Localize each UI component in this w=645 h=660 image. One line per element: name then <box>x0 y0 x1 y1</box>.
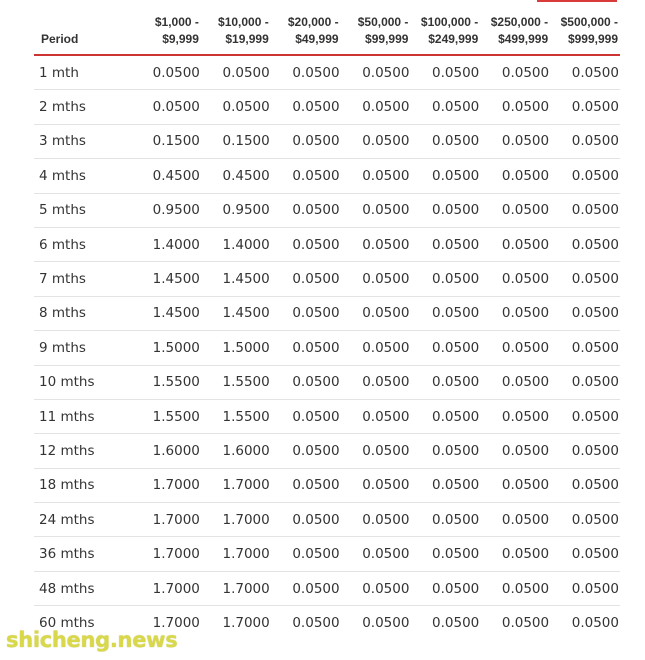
period-cell: 2 mths <box>34 90 131 124</box>
rate-cell: 0.0500 <box>341 468 411 502</box>
rate-cell: 0.0500 <box>292 614 340 631</box>
rate-cell: 0.0500 <box>271 503 341 537</box>
rate-cell: 0.0500 <box>550 468 620 502</box>
rate-cell: 0.0500 <box>480 227 550 261</box>
rate-cell: 0.0500 <box>410 296 480 330</box>
rate-cell: 0.0500 <box>410 124 480 158</box>
rate-cell: 0.0500 <box>480 399 550 433</box>
rate-cell: 1.7000 <box>201 503 271 537</box>
rate-cell: 0.0500 <box>271 193 341 227</box>
rate-cell: 0.0500 <box>131 55 201 90</box>
rate-cell: 0.0500 <box>480 331 550 365</box>
rate-cell: 0.0500 <box>410 468 480 502</box>
rate-cell: 0.0500 <box>201 90 271 124</box>
rates-table <box>34 0 620 640</box>
rate-cell: 1.6000 <box>201 434 271 468</box>
rate-cell: 1.6000 <box>131 434 201 468</box>
rate-cell: 0.0500 <box>271 296 341 330</box>
rate-cell: 1.7000 <box>201 537 271 571</box>
rate-cell: 1.5500 <box>131 399 201 433</box>
rate-cell: 0.0500 <box>271 262 341 296</box>
rate-cell: 0.0500 <box>341 571 411 605</box>
table-row <box>34 296 620 330</box>
table-row <box>34 571 620 605</box>
period-cell: 24 mths <box>34 503 131 537</box>
rate-cell: 0.0500 <box>480 193 550 227</box>
rate-cell: 1.7000 <box>131 537 201 571</box>
rate-cell: 1.5000 <box>201 331 271 365</box>
rate-cell: 0.0500 <box>432 614 480 631</box>
rate-cell: 1.4000 <box>131 227 201 261</box>
rate-cell: 0.0500 <box>341 262 411 296</box>
period-cell: 48 mths <box>34 571 131 605</box>
rate-cell: 0.0500 <box>271 537 341 571</box>
rate-cell: 0.0500 <box>480 159 550 193</box>
table-row <box>34 159 620 193</box>
rate-cell: 0.0500 <box>480 296 550 330</box>
column-header: $500,000 - $999,999 <box>550 0 620 55</box>
rate-cell: 0.0500 <box>410 159 480 193</box>
column-header: $20,000 - $49,999 <box>271 0 341 55</box>
period-cell: 5 mths <box>34 193 131 227</box>
period-cell: 12 mths <box>34 434 131 468</box>
watermark-logo: shicheng.news <box>6 628 178 652</box>
rate-cell: 0.0500 <box>271 159 341 193</box>
table-body <box>34 55 620 640</box>
rate-cell: 0.0500 <box>410 537 480 571</box>
rate-cell: 0.0500 <box>480 503 550 537</box>
period-cell: 9 mths <box>34 331 131 365</box>
column-header: $10,000 - $19,999 <box>201 0 271 55</box>
period-cell: 36 mths <box>34 537 131 571</box>
rate-cell: 1.4500 <box>201 296 271 330</box>
rate-cell: 0.0500 <box>271 331 341 365</box>
rate-cell: 1.4500 <box>131 262 201 296</box>
table-header-row <box>34 0 620 55</box>
rate-cell: 0.0500 <box>271 124 341 158</box>
table-row <box>34 193 620 227</box>
rate-cell: 0.0500 <box>550 503 620 537</box>
rate-cell: 0.0500 <box>480 537 550 571</box>
rate-cell: 0.0500 <box>550 227 620 261</box>
rate-cell: 0.0500 <box>480 262 550 296</box>
rate-cell: 0.0500 <box>550 262 620 296</box>
rate-cell: 0.0500 <box>341 55 411 90</box>
period-cell: 8 mths <box>34 296 131 330</box>
table-row <box>34 124 620 158</box>
rate-cell: 1.7000 <box>131 503 201 537</box>
column-header: $250,000 - $499,999 <box>480 0 550 55</box>
rate-cell: 1.7000 <box>131 571 201 605</box>
rate-cell: 0.0500 <box>271 55 341 90</box>
rate-cell: 0.0500 <box>480 365 550 399</box>
rate-cell: 0.0500 <box>341 537 411 571</box>
table-row <box>34 468 620 502</box>
rate-cell: 0.0500 <box>341 331 411 365</box>
rate-cell: 0.0500 <box>480 468 550 502</box>
column-header: $100,000 - $249,999 <box>410 0 480 55</box>
rate-cell: 0.4500 <box>131 159 201 193</box>
rate-cell: 0.1500 <box>131 124 201 158</box>
rate-cell: 1.4500 <box>201 262 271 296</box>
rate-cell: 0.0500 <box>341 296 411 330</box>
rate-cell: 0.0500 <box>480 434 550 468</box>
rate-cell: 1.7000 <box>222 614 270 631</box>
rate-cell: 0.1500 <box>201 124 271 158</box>
period-cell: 60 mths <box>39 614 95 631</box>
table-row <box>34 90 620 124</box>
rate-cell: 0.0500 <box>410 571 480 605</box>
rate-cell: 0.0500 <box>410 331 480 365</box>
rate-cell: 0.4500 <box>201 159 271 193</box>
rate-cell: 0.0500 <box>341 399 411 433</box>
rate-cell: 0.0500 <box>341 124 411 158</box>
period-cell: 4 mths <box>34 159 131 193</box>
rate-cell: 0.0500 <box>341 193 411 227</box>
rate-cell: 0.0500 <box>410 434 480 468</box>
period-cell: 7 mths <box>34 262 131 296</box>
rate-cell: 0.0500 <box>550 571 620 605</box>
table-row <box>34 503 620 537</box>
period-cell: 3 mths <box>34 124 131 158</box>
rate-cell: 0.0500 <box>341 159 411 193</box>
rate-cell: 0.0500 <box>480 124 550 158</box>
rate-cell: 0.0500 <box>571 614 619 631</box>
rate-cell: 0.0500 <box>362 614 410 631</box>
rate-cell: 0.0500 <box>550 159 620 193</box>
rate-cell: 0.0500 <box>550 90 620 124</box>
rate-cell: 0.0500 <box>271 227 341 261</box>
rate-cell: 0.0500 <box>271 399 341 433</box>
rate-cell: 1.7000 <box>131 468 201 502</box>
rate-cell: 0.0500 <box>410 399 480 433</box>
rate-cell: 0.0500 <box>410 262 480 296</box>
period-column-header: Period <box>34 0 131 55</box>
rate-cell: 0.0500 <box>410 227 480 261</box>
rate-cell: 1.4000 <box>201 227 271 261</box>
rate-cell: 0.0500 <box>550 193 620 227</box>
rate-cell: 0.0500 <box>271 434 341 468</box>
rate-cell: 1.4500 <box>131 296 201 330</box>
table-row <box>34 227 620 261</box>
rate-cell: 0.0500 <box>410 365 480 399</box>
rate-cell: 0.0500 <box>271 90 341 124</box>
period-cell: 11 mths <box>34 399 131 433</box>
table-row <box>34 537 620 571</box>
rate-cell: 0.0500 <box>341 365 411 399</box>
rate-cell: 0.0500 <box>550 365 620 399</box>
period-cell: 18 mths <box>34 468 131 502</box>
rate-cell: 0.0500 <box>550 124 620 158</box>
rate-cell: 0.0500 <box>341 434 411 468</box>
rate-cell: 1.7000 <box>201 571 271 605</box>
rate-cell: 1.7000 <box>201 468 271 502</box>
table-row <box>34 262 620 296</box>
table-row <box>34 399 620 433</box>
rate-cell: 0.0500 <box>341 227 411 261</box>
table-row <box>34 434 620 468</box>
period-cell: 10 mths <box>34 365 131 399</box>
rate-cell: 0.0500 <box>480 90 550 124</box>
rate-cell: 0.0500 <box>410 193 480 227</box>
rate-cell: 0.0500 <box>271 571 341 605</box>
table-row <box>34 55 620 90</box>
rate-cell: 0.0500 <box>131 90 201 124</box>
rate-cell: 0.0500 <box>341 503 411 537</box>
rate-cell: 0.9500 <box>201 193 271 227</box>
rate-cell: 1.5500 <box>131 365 201 399</box>
rate-cell: 0.0500 <box>271 365 341 399</box>
period-cell: 1 mth <box>34 55 131 90</box>
column-header: $1,000 - $9,999 <box>131 0 201 55</box>
rate-cell: 0.0500 <box>550 537 620 571</box>
rate-cell: 0.0500 <box>271 468 341 502</box>
table-row <box>34 365 620 399</box>
rate-cell: 1.7000 <box>152 614 200 631</box>
rate-cell: 0.0500 <box>550 296 620 330</box>
rate-cell: 0.0500 <box>410 503 480 537</box>
rate-cell: 0.9500 <box>131 193 201 227</box>
rate-cell: 0.0500 <box>410 55 480 90</box>
column-header: $50,000 - $99,999 <box>341 0 411 55</box>
rate-cell: 0.0500 <box>550 399 620 433</box>
rate-cell: 0.0500 <box>410 90 480 124</box>
period-cell: 6 mths <box>34 227 131 261</box>
rate-cell: 1.5000 <box>131 331 201 365</box>
rate-cell: 1.5500 <box>201 365 271 399</box>
rate-cell: 0.0500 <box>501 614 550 631</box>
rate-cell: 0.0500 <box>550 434 620 468</box>
rate-cell: 0.0500 <box>550 55 620 90</box>
rate-cell: 1.5500 <box>201 399 271 433</box>
table-row <box>34 331 620 365</box>
rate-cell: 0.0500 <box>480 571 550 605</box>
rate-cell: 0.0500 <box>201 55 271 90</box>
rate-cell: 0.0500 <box>550 331 620 365</box>
rate-cell: 0.0500 <box>480 55 550 90</box>
rate-cell: 0.0500 <box>341 90 411 124</box>
